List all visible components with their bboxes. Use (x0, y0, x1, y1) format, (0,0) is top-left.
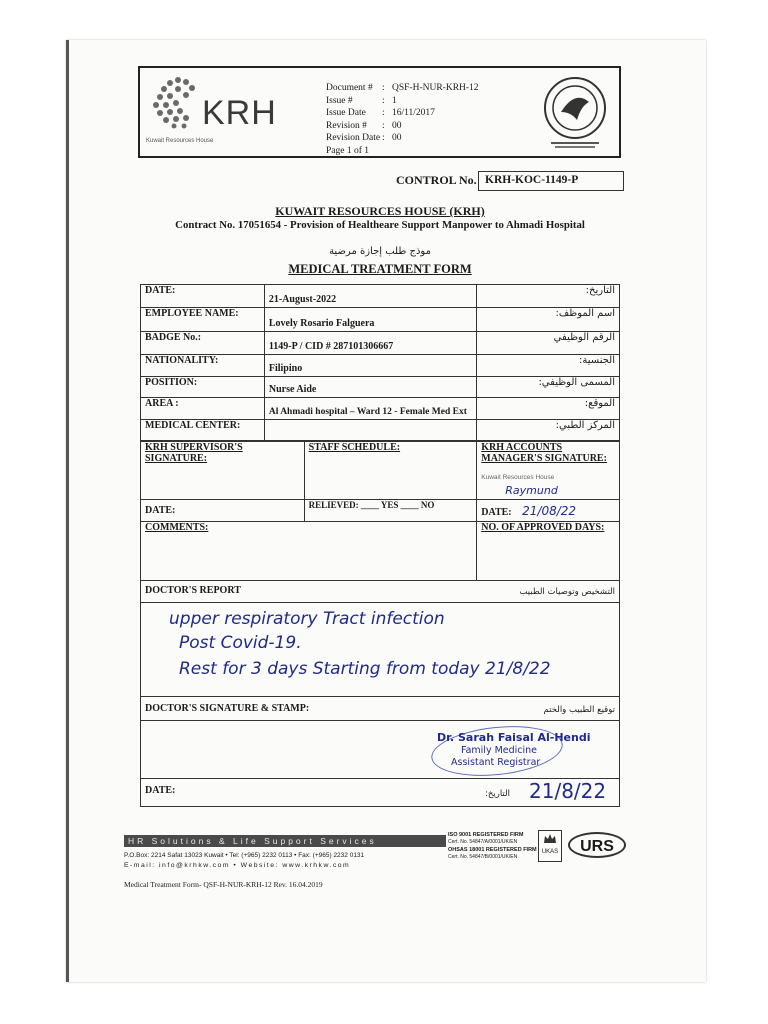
diagnosis-line-1: upper respiratory Tract infection (169, 609, 445, 629)
table-row: AREA : Al Ahmadi hospital – Ward 12 - Female Med Ext الموقع: (141, 398, 620, 420)
footer-email: E-mail: info@krhkw.com • Website: www.krhkw.com (124, 862, 351, 869)
approved-days-label: NO. OF APPROVED DAYS: (477, 522, 620, 581)
urs-logo: URS (568, 832, 626, 858)
footer-address: P.O.Box: 2214 Safat 13023 Kuwait • Tel: (+965) 2232 0113 • Fax: (+965) 2232 0131 (124, 852, 365, 859)
company-title: KUWAIT RESOURCES HOUSE (KRH) (275, 204, 485, 218)
supervisor-signature-label: KRH SUPERVISOR'S SIGNATURE: (141, 442, 305, 500)
doctor-stamp-role: Assistant Registrar (451, 757, 541, 768)
arabic-form-title: موذج طلب إجازة مرضية (329, 246, 431, 257)
table-row: POSITION: Nurse Aide المسمى الوظيفي: (141, 377, 620, 398)
ohsas-text: OHSAS 18001 REGISTERED FIRM (448, 847, 537, 853)
krh-logo-icon (148, 74, 206, 130)
paper-edge (66, 40, 69, 982)
form-reference: Medical Treatment Form- QSF-H-NUR-KRH-12 Rev. 16.04.2019 (124, 880, 323, 889)
koc-seal-icon (537, 72, 613, 152)
comments-table (140, 521, 620, 581)
accounts-signature-label: KRH ACCOUNTS MANAGER'S SIGNATURE: (481, 442, 607, 464)
doctor-signature-table: DOCTOR'S SIGNATURE & STAMP: توقيع الطبيب والختم Dr. Sarah Faisal Al-Hendi Family Medicine Assistant Registrar DATE: التاريخ: 21/8/22 (140, 696, 620, 807)
accounts-signature: Raymund (505, 484, 558, 497)
footer-banner: HR Solutions & Life Support Services (124, 835, 446, 847)
ukas-badge: UKAS (538, 830, 562, 862)
crown-icon (542, 831, 558, 847)
table-row: DATE: 21-August-2022 التاريخ: (141, 285, 620, 308)
doctor-stamp-name: Dr. Sarah Faisal Al-Hendi (437, 731, 591, 744)
diagnosis-line-2: Post Covid-19. (179, 633, 302, 653)
document-meta: Document # : QSF-H-NUR-KRH-12 Issue # : 1 Issue Date : 16/11/2017 Revision # : 00 Revision Date : 00 Page 1 of 1 (326, 83, 479, 156)
doctor-report-table: DOCTOR'S REPORT التشخيص وتوصيات الطبيب upper respiratory Tract infection Post Covid-19. Rest for 3 days Starting from today 21/8/22 (140, 580, 620, 697)
contract-title: Contract No. 17051654 - Provision of Healtheare Support Manpower to Ahmadi Hospital (175, 219, 585, 231)
employee-fields-table (140, 284, 620, 441)
control-number: KRH-KOC-1149-P (478, 171, 624, 191)
relieved-label: RELIEVED: ____ YES ____ NO (304, 500, 477, 522)
staff-schedule-label: STAFF SCHEDULE: (304, 442, 477, 500)
doctor-stamp-dept: Family Medicine (461, 745, 538, 756)
form-title: MEDICAL TREATMENT FORM (288, 262, 472, 276)
accounts-stamp: Kuwait Resources House (481, 474, 555, 481)
logo-subtext: Kuwait Resources House (146, 138, 214, 144)
doctor-report-label: DOCTOR'S REPORT (145, 585, 241, 596)
table-row: BADGE No.: 1149-P / CID # 287101306667 الرقم الوظيفي (141, 332, 620, 355)
final-date-value: 21/8/22 (529, 779, 607, 803)
signature-table: KRH SUPERVISOR'S SIGNATURE: STAFF SCHEDULE: KRH ACCOUNTS MANAGER'S SIGNATURE: Kuwait Resources House Raymund DATE: RELIEVED: ____ YES ____ NO DATE: 21/08/22 (140, 441, 620, 522)
iso9001-text: ISO 9001 REGISTERED FIRM (448, 832, 524, 838)
page-count: Page 1 of 1 (326, 145, 370, 156)
table-row: NATIONALITY: Filipino الجنسية: (141, 355, 620, 377)
table-row: MEDICAL CENTER: المركز الطبي: (141, 420, 620, 441)
doctor-signature-label: DOCTOR'S SIGNATURE & STAMP: (145, 703, 310, 714)
diagnosis-line-3: Rest for 3 days Starting from today 21/8/22 (179, 659, 551, 679)
comments-label: COMMENTS: (141, 522, 477, 581)
accounts-date: 21/08/22 (522, 503, 577, 518)
krh-logo-text: KRH (202, 94, 277, 132)
table-row: EMPLOYEE NAME: Lovely Rosario Falguera اسم الموظف: (141, 308, 620, 332)
control-label: CONTROL No. (396, 173, 477, 187)
document-header (138, 66, 621, 158)
